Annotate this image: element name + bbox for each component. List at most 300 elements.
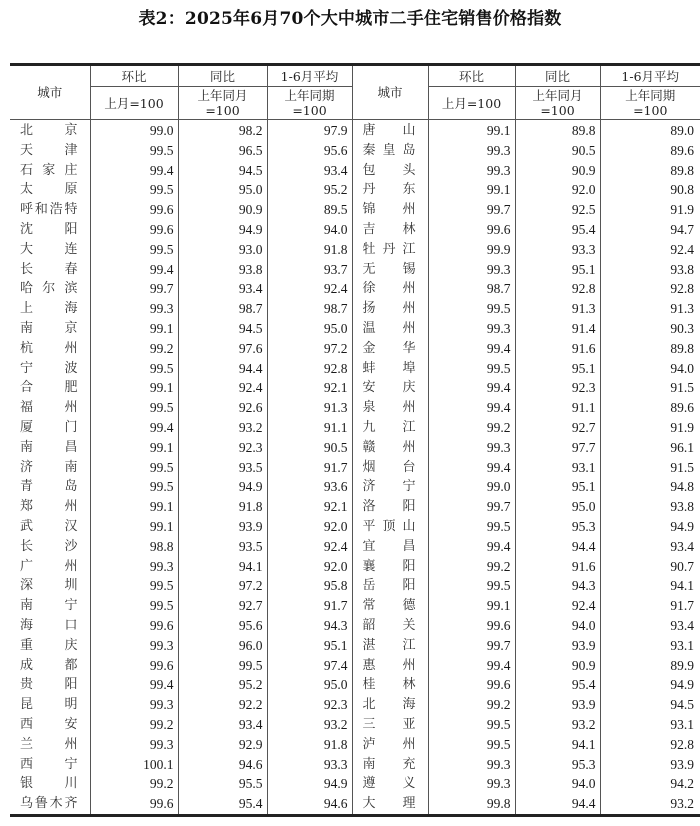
table-row [10, 477, 700, 497]
yoy-value-left: 94.6 [178, 755, 267, 775]
yoy-value-right: 94.1 [515, 735, 600, 755]
city-name-right: 洛阳 [352, 497, 428, 517]
avg-value-left: 92.0 [267, 517, 352, 537]
avg-value-left: 91.8 [267, 240, 352, 260]
table-row [10, 636, 700, 656]
city-name-right: 湛江 [352, 636, 428, 656]
avg-value-right: 90.8 [600, 180, 700, 200]
yoy-header-left: 同比 [178, 65, 267, 87]
yoy-base-right [515, 87, 600, 120]
yoy-value-right: 93.2 [515, 715, 600, 735]
table-row [10, 220, 700, 240]
yoy-value-right: 95.3 [515, 517, 600, 537]
mom-value-right: 99.7 [428, 636, 515, 656]
yoy-value-right: 95.4 [515, 675, 600, 695]
mom-value-right: 99.6 [428, 616, 515, 636]
avg-value-right: 94.2 [600, 774, 700, 794]
avg-base-line1: 上年同期 [284, 88, 335, 103]
table-row [10, 339, 700, 359]
mom-value-right: 99.3 [428, 319, 515, 339]
city-name-left: 长春 [10, 260, 90, 280]
yoy-value-right: 95.4 [515, 220, 600, 240]
table-row [10, 120, 700, 141]
avg-value-left: 92.1 [267, 497, 352, 517]
city-name-right: 蚌埠 [352, 359, 428, 379]
avg-value-right: 93.9 [600, 755, 700, 775]
city-name-left: 西安 [10, 715, 90, 735]
yoy-value-left: 92.7 [178, 596, 267, 616]
city-name-left: 海口 [10, 616, 90, 636]
avg-value-right: 93.2 [600, 794, 700, 815]
city-name-left: 银川 [10, 774, 90, 794]
yoy-value-left: 93.2 [178, 418, 267, 438]
yoy-value-left: 93.5 [178, 537, 267, 557]
city-name-right: 烟台 [352, 458, 428, 478]
avg-value-left: 98.7 [267, 299, 352, 319]
avg-value-left: 95.8 [267, 576, 352, 596]
city-name-left: 宁波 [10, 359, 90, 379]
city-name-right: 金华 [352, 339, 428, 359]
price-index-table [10, 63, 700, 817]
mom-value-right: 99.7 [428, 497, 515, 517]
city-name-left: 杭州 [10, 339, 90, 359]
city-name-right: 吉林 [352, 220, 428, 240]
yoy-value-left: 99.5 [178, 656, 267, 676]
yoy-value-right: 91.6 [515, 339, 600, 359]
avg-value-left: 93.4 [267, 161, 352, 181]
mom-value-right: 99.3 [428, 161, 515, 181]
city-name-right: 包头 [352, 161, 428, 181]
city-name-right: 赣州 [352, 438, 428, 458]
yoy-value-right: 93.1 [515, 458, 600, 478]
yoy-value-right: 93.9 [515, 695, 600, 715]
avg-value-left: 92.0 [267, 557, 352, 577]
mom-value-left: 99.6 [90, 656, 178, 676]
mom-value-left: 99.6 [90, 220, 178, 240]
yoy-value-right: 91.3 [515, 299, 600, 319]
yoy-value-right: 94.4 [515, 794, 600, 815]
avg-value-right: 89.8 [600, 161, 700, 181]
yoy-value-left: 95.0 [178, 180, 267, 200]
city-name-left: 青岛 [10, 477, 90, 497]
avg-base-line1: 上年同期 [625, 88, 676, 103]
yoy-value-right: 90.9 [515, 161, 600, 181]
mom-value-left: 99.4 [90, 675, 178, 695]
avg-value-right: 91.9 [600, 418, 700, 438]
city-name-left: 厦门 [10, 418, 90, 438]
mom-value-right: 99.8 [428, 794, 515, 815]
city-name-right: 大理 [352, 794, 428, 815]
mom-value-left: 99.5 [90, 141, 178, 161]
avg-value-left: 90.5 [267, 438, 352, 458]
yoy-value-left: 98.2 [178, 120, 267, 141]
avg-value-right: 89.8 [600, 339, 700, 359]
mom-value-right: 99.2 [428, 418, 515, 438]
avg-value-left: 94.9 [267, 774, 352, 794]
yoy-value-left: 92.2 [178, 695, 267, 715]
mom-value-left: 99.1 [90, 378, 178, 398]
yoy-base-line1: 上年同月 [532, 88, 583, 103]
city-name-right: 徐州 [352, 279, 428, 299]
mom-value-left: 99.1 [90, 319, 178, 339]
mom-value-left: 99.0 [90, 120, 178, 141]
avg-value-right: 93.4 [600, 537, 700, 557]
city-header-left: 城市 [10, 65, 90, 120]
city-name-left: 济南 [10, 458, 90, 478]
mom-value-left: 99.3 [90, 695, 178, 715]
city-name-right: 温州 [352, 319, 428, 339]
city-name-left: 福州 [10, 398, 90, 418]
avg-value-left: 93.6 [267, 477, 352, 497]
avg-value-right: 93.8 [600, 260, 700, 280]
avg-value-right: 93.4 [600, 616, 700, 636]
mom-value-left: 99.5 [90, 398, 178, 418]
yoy-value-left: 96.5 [178, 141, 267, 161]
avg-value-left: 92.4 [267, 537, 352, 557]
mom-base-left: 上月=100 [90, 87, 178, 120]
yoy-value-right: 92.3 [515, 378, 600, 398]
city-name-left: 呼和浩特 [10, 200, 90, 220]
avg-value-right: 92.8 [600, 735, 700, 755]
yoy-value-left: 93.4 [178, 279, 267, 299]
mom-value-left: 99.5 [90, 359, 178, 379]
mom-value-left: 98.8 [90, 537, 178, 557]
mom-value-right: 99.5 [428, 576, 515, 596]
table-row [10, 755, 700, 775]
mom-value-left: 99.4 [90, 418, 178, 438]
avg-value-left: 91.7 [267, 596, 352, 616]
yoy-value-right: 95.1 [515, 359, 600, 379]
yoy-value-left: 94.1 [178, 557, 267, 577]
table-row [10, 537, 700, 557]
table-row [10, 517, 700, 537]
city-name-right: 三亚 [352, 715, 428, 735]
mom-value-left: 99.1 [90, 497, 178, 517]
city-name-right: 济宁 [352, 477, 428, 497]
table-row [10, 359, 700, 379]
avg-value-left: 91.3 [267, 398, 352, 418]
city-name-right: 平顶山 [352, 517, 428, 537]
avg-value-right: 91.9 [600, 200, 700, 220]
mom-value-right: 99.7 [428, 200, 515, 220]
yoy-value-left: 98.7 [178, 299, 267, 319]
city-name-right: 唐山 [352, 120, 428, 141]
avg-value-right: 92.4 [600, 240, 700, 260]
mom-value-left: 99.5 [90, 180, 178, 200]
city-name-right: 九江 [352, 418, 428, 438]
table-row [10, 279, 700, 299]
table-row [10, 378, 700, 398]
mom-value-right: 99.3 [428, 141, 515, 161]
city-name-left: 南京 [10, 319, 90, 339]
city-name-right: 南充 [352, 755, 428, 775]
yoy-value-left: 92.3 [178, 438, 267, 458]
table-row [10, 774, 700, 794]
city-name-right: 韶关 [352, 616, 428, 636]
table-row [10, 715, 700, 735]
mom-value-right: 99.4 [428, 378, 515, 398]
table-row [10, 576, 700, 596]
yoy-value-right: 92.4 [515, 596, 600, 616]
mom-value-left: 99.5 [90, 576, 178, 596]
mom-value-left: 99.5 [90, 458, 178, 478]
mom-value-right: 99.3 [428, 755, 515, 775]
avg-value-left: 95.6 [267, 141, 352, 161]
yoy-value-left: 95.6 [178, 616, 267, 636]
yoy-value-right: 94.4 [515, 537, 600, 557]
yoy-value-right: 94.0 [515, 774, 600, 794]
avg-value-right: 94.0 [600, 359, 700, 379]
mom-value-left: 99.4 [90, 260, 178, 280]
yoy-value-right: 97.7 [515, 438, 600, 458]
mom-value-left: 99.6 [90, 616, 178, 636]
table-row [10, 735, 700, 755]
avg-value-right: 91.7 [600, 596, 700, 616]
mom-value-left: 99.2 [90, 715, 178, 735]
yoy-value-left: 93.8 [178, 260, 267, 280]
mom-value-right: 99.5 [428, 735, 515, 755]
avg-value-left: 92.4 [267, 279, 352, 299]
mom-value-left: 100.1 [90, 755, 178, 775]
avg-value-left: 95.2 [267, 180, 352, 200]
avg-value-right: 94.9 [600, 675, 700, 695]
mom-value-right: 99.2 [428, 557, 515, 577]
table-row [10, 418, 700, 438]
avg-value-left: 92.3 [267, 695, 352, 715]
table-row [10, 180, 700, 200]
avg-value-left: 89.5 [267, 200, 352, 220]
avg-value-left: 97.9 [267, 120, 352, 141]
mom-base-right: 上月=100 [428, 87, 515, 120]
yoy-value-left: 95.5 [178, 774, 267, 794]
table-row [10, 458, 700, 478]
city-name-right: 北海 [352, 695, 428, 715]
avg-header-right: 1-6月平均 [600, 65, 700, 87]
mom-value-right: 99.1 [428, 180, 515, 200]
avg-value-left: 93.2 [267, 715, 352, 735]
mom-value-right: 99.3 [428, 774, 515, 794]
table-row [10, 557, 700, 577]
mom-value-right: 99.6 [428, 220, 515, 240]
mom-value-left: 99.2 [90, 339, 178, 359]
yoy-value-right: 91.1 [515, 398, 600, 418]
yoy-value-left: 94.9 [178, 477, 267, 497]
table-row [10, 656, 700, 676]
mom-value-left: 99.1 [90, 438, 178, 458]
yoy-value-right: 94.3 [515, 576, 600, 596]
avg-value-left: 97.4 [267, 656, 352, 676]
mom-value-left: 99.4 [90, 161, 178, 181]
avg-value-left: 95.0 [267, 319, 352, 339]
city-name-left: 长沙 [10, 537, 90, 557]
table-body [10, 120, 700, 816]
city-name-left: 郑州 [10, 497, 90, 517]
avg-base-right [600, 87, 700, 120]
avg-value-right: 94.7 [600, 220, 700, 240]
mom-value-right: 99.1 [428, 596, 515, 616]
avg-value-left: 91.7 [267, 458, 352, 478]
city-name-left: 天津 [10, 141, 90, 161]
city-name-left: 石家庄 [10, 161, 90, 181]
table-row [10, 695, 700, 715]
city-name-left: 武汉 [10, 517, 90, 537]
yoy-value-right: 92.0 [515, 180, 600, 200]
table-row [10, 398, 700, 418]
city-name-left: 南昌 [10, 438, 90, 458]
city-name-right: 遵义 [352, 774, 428, 794]
avg-value-right: 93.1 [600, 715, 700, 735]
yoy-value-right: 89.8 [515, 120, 600, 141]
city-name-right: 岳阳 [352, 576, 428, 596]
yoy-value-right: 90.5 [515, 141, 600, 161]
table-row [10, 240, 700, 260]
city-name-left: 哈尔滨 [10, 279, 90, 299]
avg-value-left: 94.0 [267, 220, 352, 240]
table-row [10, 675, 700, 695]
city-name-left: 北京 [10, 120, 90, 141]
table-row [10, 616, 700, 636]
yoy-value-left: 95.4 [178, 794, 267, 815]
avg-value-right: 91.3 [600, 299, 700, 319]
city-name-left: 南宁 [10, 596, 90, 616]
yoy-value-left: 93.9 [178, 517, 267, 537]
avg-value-right: 94.8 [600, 477, 700, 497]
city-name-right: 秦皇岛 [352, 141, 428, 161]
avg-value-right: 89.0 [600, 120, 700, 141]
mom-value-left: 99.5 [90, 477, 178, 497]
city-header-right: 城市 [352, 65, 428, 120]
yoy-value-left: 93.4 [178, 715, 267, 735]
avg-value-right: 90.7 [600, 557, 700, 577]
city-name-left: 深圳 [10, 576, 90, 596]
city-name-left: 乌鲁木齐 [10, 794, 90, 815]
avg-value-left: 94.3 [267, 616, 352, 636]
yoy-value-left: 93.5 [178, 458, 267, 478]
table-title: 表2：2025年6月70个大中城市二手住宅销售价格指数 [138, 9, 562, 29]
avg-value-right: 91.5 [600, 378, 700, 398]
yoy-value-right: 92.7 [515, 418, 600, 438]
avg-value-right: 96.1 [600, 438, 700, 458]
mom-value-left: 99.1 [90, 517, 178, 537]
yoy-value-right: 95.1 [515, 260, 600, 280]
avg-value-left: 91.1 [267, 418, 352, 438]
city-name-left: 广州 [10, 557, 90, 577]
avg-value-right: 94.9 [600, 517, 700, 537]
city-name-right: 宜昌 [352, 537, 428, 557]
table-row [10, 596, 700, 616]
yoy-base-line2: =100 [205, 103, 240, 118]
avg-value-left: 95.1 [267, 636, 352, 656]
avg-base-line2: =100 [633, 103, 668, 118]
mom-value-left: 99.3 [90, 735, 178, 755]
city-name-left: 合肥 [10, 378, 90, 398]
yoy-value-left: 94.9 [178, 220, 267, 240]
mom-value-right: 99.2 [428, 695, 515, 715]
yoy-value-left: 94.5 [178, 319, 267, 339]
yoy-value-left: 96.0 [178, 636, 267, 656]
yoy-value-left: 97.2 [178, 576, 267, 596]
avg-value-left: 92.8 [267, 359, 352, 379]
city-name-right: 扬州 [352, 299, 428, 319]
city-name-right: 泉州 [352, 398, 428, 418]
mom-value-left: 99.3 [90, 299, 178, 319]
city-name-right: 锦州 [352, 200, 428, 220]
avg-value-right: 92.8 [600, 279, 700, 299]
mom-value-right: 99.4 [428, 398, 515, 418]
yoy-value-left: 92.9 [178, 735, 267, 755]
avg-value-left: 95.0 [267, 675, 352, 695]
city-name-left: 上海 [10, 299, 90, 319]
city-name-right: 丹东 [352, 180, 428, 200]
mom-value-right: 99.5 [428, 299, 515, 319]
mom-header-left: 环比 [90, 65, 178, 87]
yoy-value-left: 94.5 [178, 161, 267, 181]
mom-value-right: 99.3 [428, 438, 515, 458]
mom-value-left: 99.5 [90, 596, 178, 616]
table-row [10, 200, 700, 220]
city-name-right: 安庆 [352, 378, 428, 398]
mom-value-left: 99.7 [90, 279, 178, 299]
mom-value-left: 99.5 [90, 240, 178, 260]
yoy-value-right: 95.1 [515, 477, 600, 497]
avg-value-right: 90.3 [600, 319, 700, 339]
city-name-left: 太原 [10, 180, 90, 200]
city-name-left: 兰州 [10, 735, 90, 755]
yoy-value-right: 90.9 [515, 656, 600, 676]
mom-value-right: 99.9 [428, 240, 515, 260]
yoy-value-left: 92.6 [178, 398, 267, 418]
yoy-base-line1: 上年同月 [197, 88, 248, 103]
mom-value-left: 99.3 [90, 557, 178, 577]
table-row [10, 794, 700, 815]
mom-value-right: 99.4 [428, 458, 515, 478]
mom-value-left: 99.6 [90, 794, 178, 815]
avg-value-left: 94.6 [267, 794, 352, 815]
yoy-value-left: 94.4 [178, 359, 267, 379]
avg-value-right: 89.6 [600, 141, 700, 161]
yoy-value-right: 92.8 [515, 279, 600, 299]
mom-value-right: 99.3 [428, 260, 515, 280]
mom-value-right: 99.5 [428, 359, 515, 379]
mom-value-left: 99.2 [90, 774, 178, 794]
avg-value-left: 93.3 [267, 755, 352, 775]
mom-value-right: 98.7 [428, 279, 515, 299]
mom-value-right: 99.0 [428, 477, 515, 497]
mom-value-right: 99.4 [428, 656, 515, 676]
city-name-left: 西宁 [10, 755, 90, 775]
table-row [10, 319, 700, 339]
avg-value-left: 93.7 [267, 260, 352, 280]
city-name-left: 昆明 [10, 695, 90, 715]
table-row [10, 260, 700, 280]
mom-value-left: 99.3 [90, 636, 178, 656]
avg-base-left [267, 87, 352, 120]
mom-value-right: 99.5 [428, 715, 515, 735]
city-name-right: 泸州 [352, 735, 428, 755]
mom-value-right: 99.5 [428, 517, 515, 537]
table-row [10, 161, 700, 181]
avg-value-right: 93.1 [600, 636, 700, 656]
mom-value-right: 99.4 [428, 537, 515, 557]
yoy-value-right: 92.5 [515, 200, 600, 220]
yoy-value-left: 91.8 [178, 497, 267, 517]
avg-base-line2: =100 [292, 103, 327, 118]
mom-value-right: 99.6 [428, 675, 515, 695]
yoy-value-left: 90.9 [178, 200, 267, 220]
table-row [10, 299, 700, 319]
city-name-right: 襄阳 [352, 557, 428, 577]
avg-value-right: 93.8 [600, 497, 700, 517]
